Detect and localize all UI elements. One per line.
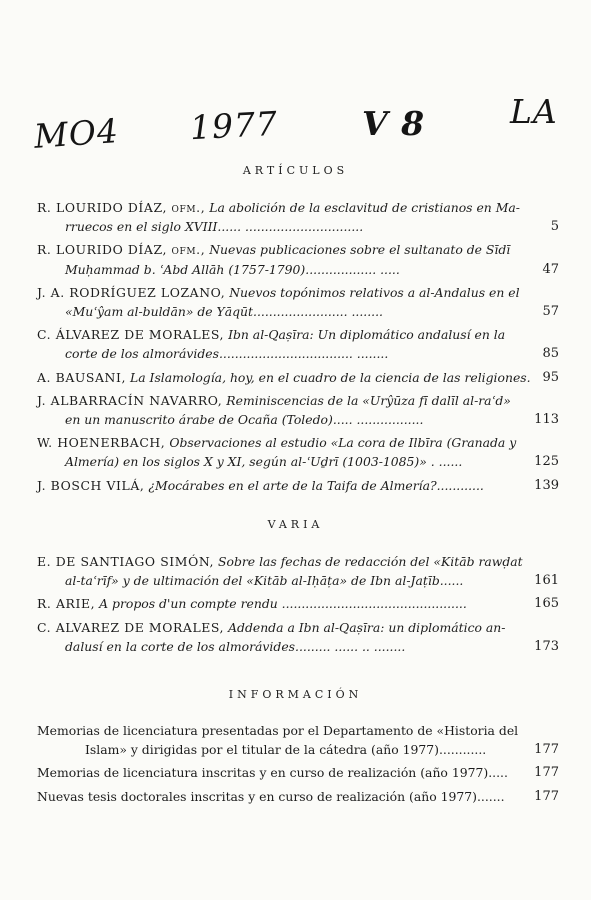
toc-entry xyxy=(37,283,559,321)
toc-entry-line xyxy=(37,571,559,590)
toc-entry-line xyxy=(37,476,559,495)
page-number: 85 xyxy=(542,346,559,362)
entry-title: Nuevas publicaciones sobre el sultanato de Sīdī xyxy=(209,242,511,258)
toc-entry-line xyxy=(37,618,559,637)
toc-entry-line xyxy=(37,325,559,344)
varia-list xyxy=(37,552,559,660)
section-title-varia: VARIA xyxy=(267,518,324,531)
page-number: 177 xyxy=(534,788,559,804)
toc-entry-line xyxy=(37,368,559,387)
page-number: 165 xyxy=(534,596,559,612)
entry-title: Reminiscencias de la «Urŷūza fī dalīl al-raʿd» xyxy=(226,392,511,408)
toc-entry-line xyxy=(37,198,559,217)
handwritten-note-1: MO4 xyxy=(32,111,121,156)
toc-entry-line xyxy=(37,302,559,321)
page-number: 139 xyxy=(534,477,559,493)
entry-title: Memorias de licenciatura inscritas y en curso de realización (año 1977)..... xyxy=(37,765,508,781)
page-number: 173 xyxy=(534,638,559,654)
toc-entry xyxy=(37,618,559,656)
page-number: 177 xyxy=(534,742,559,758)
toc-entry-line xyxy=(37,787,559,806)
page-number: 5 xyxy=(550,219,559,235)
entry-author: A. BAUSANI, xyxy=(37,369,127,385)
page-number: 57 xyxy=(542,304,559,320)
page-number: 177 xyxy=(534,765,559,781)
entry-author: J. ALBARRACÍN NAVARRO, xyxy=(37,392,223,408)
toc-entry-line xyxy=(37,721,559,740)
handwritten-note-4: LA xyxy=(510,92,558,131)
section-title-articulos: ARTÍCULOS xyxy=(242,164,349,177)
section-title-informacion: INFORMACIÓN xyxy=(228,688,363,701)
toc-entry-line xyxy=(37,260,559,279)
toc-entry-line xyxy=(37,433,559,452)
page-number: 95 xyxy=(542,369,559,385)
entry-title-continued: Muḥammad b. ʿAbd Allāh (1757-1790).................. ..... xyxy=(65,261,400,277)
entry-author: J. BOSCH VILÁ, xyxy=(37,477,145,493)
toc-entry-line xyxy=(37,637,559,656)
entry-title: La abolición de la esclavitud de cristianos en Ma- xyxy=(209,200,520,215)
toc-entry xyxy=(37,552,559,590)
informacion-list xyxy=(37,721,559,810)
toc-entry xyxy=(37,476,559,495)
entry-author: E. DE SANTIAGO SIMÓN, xyxy=(37,554,215,569)
toc-entry-line xyxy=(37,391,559,410)
entry-author: R. LOURIDO DÍAZ, ofm., xyxy=(37,242,206,258)
toc-entry xyxy=(37,721,559,759)
toc-entry-line xyxy=(37,740,559,759)
entry-author: R. ARIE, xyxy=(37,596,96,612)
toc-entry xyxy=(37,240,559,278)
toc-entry xyxy=(37,787,559,806)
toc-entry xyxy=(37,594,559,613)
entry-title: Memorias de licenciatura presentadas por el Departamento de «Historia del xyxy=(37,723,519,738)
page-number: 125 xyxy=(534,454,559,470)
entry-title-continued: rruecos en el siglo XVIII...... .............................. xyxy=(65,219,364,235)
toc-entry-line xyxy=(37,594,559,613)
entry-title-continued: «Muʿŷam al-buldān» de Yāqūt........................ ........ xyxy=(65,304,383,320)
entry-title: Addenda a Ibn al-Qaṣīra: un diplomático an- xyxy=(228,619,506,635)
entry-title-continued: Islam» y dirigidas por el titular de la cátedra (año 1977)............ xyxy=(85,742,487,758)
entry-title-continued: corte de los almorávides.................................. ........ xyxy=(65,346,389,362)
entry-author: R. LOURIDO DÍAZ, ofm., xyxy=(37,200,206,215)
entry-title: A propos d'un compte rendu ............................................... xyxy=(99,596,467,612)
entry-title: Ibn al-Qaṣīra: Un diplomático andalusí en la xyxy=(228,327,506,343)
toc-entry-line xyxy=(37,240,559,259)
toc-entry-line xyxy=(37,763,559,782)
toc-entry xyxy=(37,391,559,429)
page-number: 113 xyxy=(534,412,559,428)
toc-entry-line xyxy=(37,552,559,571)
entry-title: ¿Mocárabes en el arte de la Taifa de Almería?............ xyxy=(148,477,484,493)
toc-entry-line xyxy=(37,283,559,302)
entry-title: Sobre las fechas de redacción del «Kitāb rawḍat xyxy=(218,554,523,569)
entry-title-continued: en un manuscrito árabe de Ocaña (Toledo)..... ................. xyxy=(65,412,424,428)
entry-author: W. HOENERBACH, xyxy=(37,435,166,451)
page-number: 161 xyxy=(534,573,559,589)
articulos-list xyxy=(37,198,559,499)
entry-title: Nuevos topónimos relativos a al-Andalus en el xyxy=(229,284,520,300)
toc-entry xyxy=(37,433,559,471)
toc-entry-line xyxy=(37,452,559,471)
entry-title: La Islamología, hoy, en el cuadro de la ciencia de las religiones. xyxy=(130,369,531,385)
toc-entry xyxy=(37,763,559,782)
toc-entry xyxy=(37,198,559,236)
entry-title: Nuevas tesis doctorales inscritas y en curso de realización (año 1977)....... xyxy=(37,788,505,804)
entry-title-continued: al-taʿrīf» y de ultimación del «Kitāb al-Iḥāṭa» de Ibn al-Jaṭīb...... xyxy=(65,573,464,589)
toc-entry xyxy=(37,368,559,387)
entry-title-continued: Almería) en los siglos X y XI, según al-ʿUḏrī (1003-1085)» . ...... xyxy=(65,454,463,470)
handwritten-note-3: V 8 xyxy=(362,104,426,143)
entry-title-continued: dalusí en la corte de los almorávides......... ...... .. ........ xyxy=(65,638,406,654)
toc-entry xyxy=(37,325,559,363)
entry-author: J. A. RODRÍGUEZ LOZANO, xyxy=(37,284,226,300)
entry-author: C. ALVAREZ DE MORALES, xyxy=(37,619,225,635)
toc-entry-line xyxy=(37,344,559,363)
handwritten-note-2: 1977 xyxy=(189,103,279,148)
entry-title: Observaciones al estudio «La cora de Ilbīra (Granada y xyxy=(169,435,517,451)
entry-author: C. ÁLVAREZ DE MORALES, xyxy=(37,327,225,343)
toc-entry-line xyxy=(37,410,559,429)
toc-entry-line xyxy=(37,217,559,236)
page-number: 47 xyxy=(542,261,559,277)
